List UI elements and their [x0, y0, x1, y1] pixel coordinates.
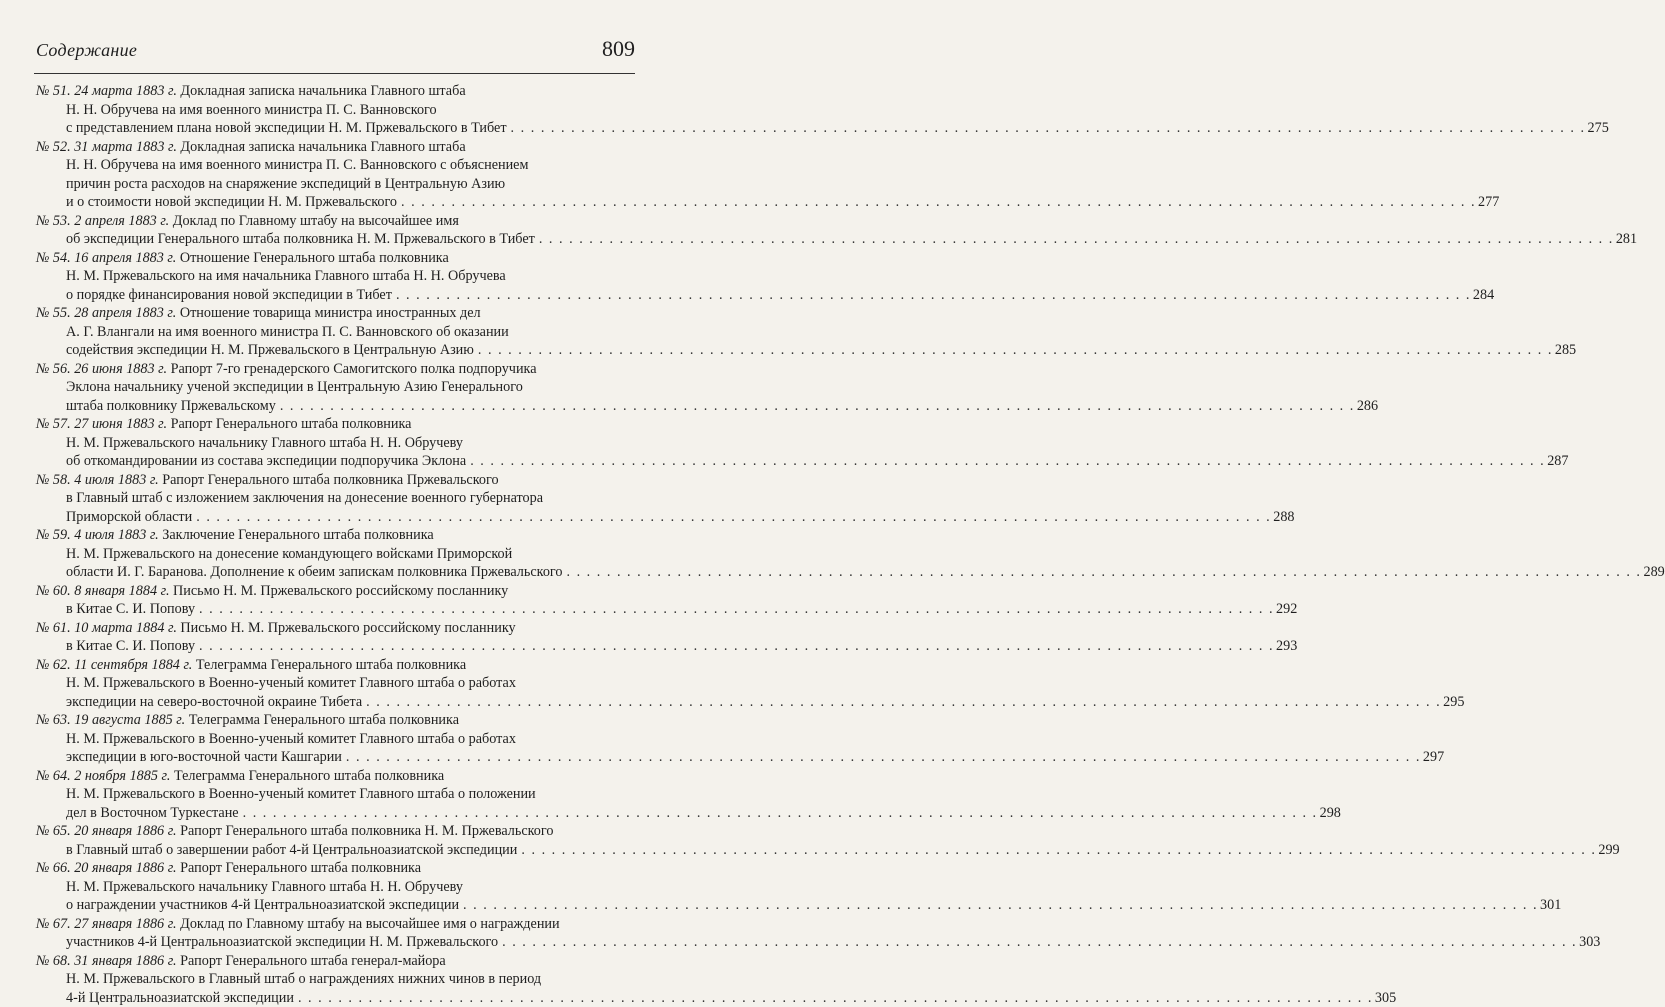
- toc-entry: [36, 304, 610, 360]
- toc-entry-text: Рапорт Генерального штаба полковника Н. М. Пржевальского: [177, 823, 554, 839]
- dot-leader: . . . . . . . . . . . . . . . . . . . . . . . . . . . . . . . . . . . . . . . . . . . . . . . . . . . . . . . . . . . . . . . . . . . . . . . . . . . . . . . . . . . . . . . . . . . . . . . . . . . . . . . . . . .: [243, 804, 1318, 823]
- toc-entry-line: [36, 693, 610, 712]
- toc-entry-text: Отношение Генерального штаба полковника: [176, 250, 448, 266]
- toc-entry-text: Н. М. Пржевальского в Военно-ученый комитет Главного штаба о положении: [66, 786, 536, 802]
- dot-leader: . . . . . . . . . . . . . . . . . . . . . . . . . . . . . . . . . . . . . . . . . . . . . . . . . . . . . . . . . . . . . . . . . . . . . . . . . . . . . . . . . . . . . . . . . . . . . . . . . . . . . . . . . . .: [463, 896, 1538, 915]
- dot-leader: . . . . . . . . . . . . . . . . . . . . . . . . . . . . . . . . . . . . . . . . . . . . . . . . . . . . . . . . . . . . . . . . . . . . . . . . . . . . . . . . . . . . . . . . . . . . . . . . . . . . . . . . . . .: [511, 119, 1586, 138]
- toc-entry-page: 281: [1616, 230, 1637, 249]
- toc-entry-line: [36, 970, 610, 989]
- toc-entry-text: Н. М. Пржевальского в Военно-ученый комитет Главного штаба о работах: [66, 675, 516, 691]
- toc-entry-text: причин роста расходов на снаряжение экспедиций в Центральную Азию: [66, 176, 505, 192]
- book-page: [0, 0, 675, 1000]
- toc-entry-text: штаба полковнику Пржевальскому: [66, 398, 276, 414]
- toc-entry: [36, 249, 610, 305]
- toc-entry-page: 289: [1643, 563, 1664, 582]
- toc-entry-number-date: № 60. 8 января 1884 г.: [36, 583, 170, 599]
- toc-entry-line: [36, 952, 610, 971]
- toc-entry: [36, 822, 610, 859]
- toc-entry-line: [36, 508, 610, 527]
- table-of-contents: [36, 82, 610, 1007]
- dot-leader: . . . . . . . . . . . . . . . . . . . . . . . . . . . . . . . . . . . . . . . . . . . . . . . . . . . . . . . . . . . . . . . . . . . . . . . . . . . . . . . . . . . . . . . . . . . . . . . . . . . . . . . . . . .: [280, 397, 1355, 416]
- toc-entry: [36, 415, 610, 471]
- toc-entry-text: А. Г. Влангали на имя военного министра П. С. Ванновского об оказании: [66, 324, 509, 340]
- toc-entry-text: с представлением плана новой экспедиции Н. М. Пржевальского в Тибет: [66, 120, 507, 136]
- toc-entry-line: [36, 101, 610, 120]
- toc-entry-page: 298: [1320, 804, 1341, 823]
- toc-entry-line: [36, 804, 610, 823]
- toc-entry-text: 4-й Центральноазиатской экспедиции: [66, 990, 294, 1006]
- dot-leader: . . . . . . . . . . . . . . . . . . . . . . . . . . . . . . . . . . . . . . . . . . . . . . . . . . . . . . . . . . . . . . . . . . . . . . . . . . . . . . . . . . . . . . . . . . . . . . . . . . . . . . . . . . .: [199, 637, 1274, 656]
- running-header: [36, 38, 635, 68]
- toc-entry-text: Рапорт Генерального штаба полковника: [177, 860, 421, 876]
- toc-entry-line: [36, 304, 610, 323]
- toc-entry-page: 299: [1598, 841, 1619, 860]
- toc-entry-line: [36, 915, 610, 934]
- toc-entry: [36, 711, 610, 767]
- toc-entry-text: об экспедиции Генерального штаба полковника Н. М. Пржевальского в Тибет: [66, 231, 535, 247]
- toc-entry-line: [36, 656, 610, 675]
- toc-entry: [36, 915, 610, 952]
- toc-entry-text: Рапорт 7-го гренадерского Самогитского полка подпоручика: [167, 361, 536, 377]
- toc-entry-text: Телеграмма Генерального штаба полковника: [192, 657, 466, 673]
- toc-entry-line: [36, 822, 610, 841]
- toc-entry-number-date: № 68. 31 января 1886 г.: [36, 953, 177, 969]
- dot-leader: . . . . . . . . . . . . . . . . . . . . . . . . . . . . . . . . . . . . . . . . . . . . . . . . . . . . . . . . . . . . . . . . . . . . . . . . . . . . . . . . . . . . . . . . . . . . . . . . . . . . . . . . . . .: [199, 600, 1274, 619]
- toc-entry-page: 287: [1547, 452, 1568, 471]
- toc-entry-line: [36, 156, 610, 175]
- toc-entry-number-date: № 54. 16 апреля 1883 г.: [36, 250, 176, 266]
- dot-leader: . . . . . . . . . . . . . . . . . . . . . . . . . . . . . . . . . . . . . . . . . . . . . . . . . . . . . . . . . . . . . . . . . . . . . . . . . . . . . . . . . . . . . . . . . . . . . . . . . . . . . . . . . . .: [502, 933, 1577, 952]
- toc-entry-text: об откомандировании из состава экспедиции подпоручика Эклона: [66, 453, 466, 469]
- toc-entry-text: Докладная записка начальника Главного штаба: [177, 83, 466, 99]
- toc-entry-number-date: № 57. 27 июня 1883 г.: [36, 416, 167, 432]
- dot-leader: . . . . . . . . . . . . . . . . . . . . . . . . . . . . . . . . . . . . . . . . . . . . . . . . . . . . . . . . . . . . . . . . . . . . . . . . . . . . . . . . . . . . . . . . . . . . . . . . . . . . . . . . . . .: [521, 841, 1596, 860]
- toc-entry-text: о порядке финансирования новой экспедиции в Тибет: [66, 287, 392, 303]
- toc-entry-line: [36, 341, 610, 360]
- toc-entry-text: Телеграмма Генерального штаба полковника: [185, 712, 459, 728]
- toc-entry-page: 286: [1357, 397, 1378, 416]
- toc-entry-line: [36, 249, 610, 268]
- dot-leader: . . . . . . . . . . . . . . . . . . . . . . . . . . . . . . . . . . . . . . . . . . . . . . . . . . . . . . . . . . . . . . . . . . . . . . . . . . . . . . . . . . . . . . . . . . . . . . . . . . . . . . . . . . .: [401, 193, 1476, 212]
- toc-entry-text: дел в Восточном Туркестане: [66, 805, 239, 821]
- toc-entry-number-date: № 52. 31 марта 1883 г.: [36, 139, 177, 155]
- toc-entry-line: [36, 637, 610, 656]
- toc-entry-line: [36, 767, 610, 786]
- toc-entry-number-date: № 66. 20 января 1886 г.: [36, 860, 177, 876]
- toc-entry-text: в Китае С. И. Попову: [66, 601, 195, 617]
- toc-entry: [36, 656, 610, 712]
- toc-entry-page: 301: [1540, 896, 1561, 915]
- header-rule: [34, 73, 635, 74]
- toc-entry-line: [36, 841, 610, 860]
- toc-entry-line: [36, 489, 610, 508]
- toc-entry-number-date: № 53. 2 апреля 1883 г.: [36, 213, 169, 229]
- toc-entry-text: Отношение товарища министра иностранных дел: [176, 305, 480, 321]
- dot-leader: . . . . . . . . . . . . . . . . . . . . . . . . . . . . . . . . . . . . . . . . . . . . . . . . . . . . . . . . . . . . . . . . . . . . . . . . . . . . . . . . . . . . . . . . . . . . . . . . . . . . . . . . . . .: [346, 748, 1421, 767]
- toc-entry-text: о награждении участников 4-й Центральноазиатской экспедиции: [66, 897, 459, 913]
- toc-entry: [36, 471, 610, 527]
- section-title: Содержание: [36, 40, 137, 61]
- toc-entry: [36, 526, 610, 582]
- toc-entry-text: Письмо Н. М. Пржевальского российскому посланнику: [177, 620, 516, 636]
- toc-entry-line: [36, 415, 610, 434]
- toc-entry-number-date: № 65. 20 января 1886 г.: [36, 823, 177, 839]
- toc-entry-number-date: № 61. 10 марта 1884 г.: [36, 620, 177, 636]
- toc-entry-text: Н. М. Пржевальского начальнику Главного штаба Н. Н. Обручеву: [66, 435, 463, 451]
- toc-entry-number-date: № 58. 4 июля 1883 г.: [36, 472, 159, 488]
- toc-entry-page: 292: [1276, 600, 1297, 619]
- toc-entry-line: [36, 785, 610, 804]
- toc-entry: [36, 212, 610, 249]
- toc-entry: [36, 82, 610, 138]
- toc-entry-text: содействия экспедиции Н. М. Пржевальского в Центральную Азию: [66, 342, 474, 358]
- dot-leader: . . . . . . . . . . . . . . . . . . . . . . . . . . . . . . . . . . . . . . . . . . . . . . . . . . . . . . . . . . . . . . . . . . . . . . . . . . . . . . . . . . . . . . . . . . . . . . . . . . . . . . . . . . .: [366, 693, 1441, 712]
- toc-entry-text: Рапорт Генерального штаба генерал-майора: [177, 953, 446, 969]
- toc-entry-text: области И. Г. Баранова. Дополнение к обеим запискам полковника Пржевальского: [66, 564, 562, 580]
- toc-entry-line: [36, 267, 610, 286]
- toc-entry-text: Н. Н. Обручева на имя военного министра П. С. Ванновского: [66, 102, 437, 118]
- toc-entry-page: 284: [1473, 286, 1494, 305]
- toc-entry-number-date: № 64. 2 ноября 1885 г.: [36, 768, 170, 784]
- toc-entry-line: [36, 582, 610, 601]
- toc-entry-number-date: № 56. 26 июня 1883 г.: [36, 361, 167, 377]
- toc-entry-line: [36, 434, 610, 453]
- toc-entry: [36, 619, 610, 656]
- toc-entry-line: [36, 933, 610, 952]
- toc-entry-text: Письмо Н. М. Пржевальского российскому посланнику: [170, 583, 509, 599]
- toc-entry-number-date: № 63. 19 августа 1885 г.: [36, 712, 185, 728]
- toc-entry-line: [36, 360, 610, 379]
- toc-entry-text: Н. М. Пржевальского в Военно-ученый комитет Главного штаба о работах: [66, 731, 516, 747]
- toc-entry-text: участников 4-й Центральноазиатской экспедиции Н. М. Пржевальского: [66, 934, 498, 950]
- toc-entry: [36, 582, 610, 619]
- toc-entry-line: [36, 600, 610, 619]
- toc-entry-text: Доклад по Главному штабу на высочайшее имя о награждении: [177, 916, 560, 932]
- toc-entry-page: 288: [1273, 508, 1294, 527]
- toc-entry: [36, 360, 610, 416]
- toc-entry-page: 303: [1579, 933, 1600, 952]
- dot-leader: . . . . . . . . . . . . . . . . . . . . . . . . . . . . . . . . . . . . . . . . . . . . . . . . . . . . . . . . . . . . . . . . . . . . . . . . . . . . . . . . . . . . . . . . . . . . . . . . . . . . . . . . . . .: [298, 989, 1373, 1007]
- toc-entry-line: [36, 674, 610, 693]
- toc-entry-text: Заключение Генерального штаба полковника: [159, 527, 434, 543]
- toc-entry-text: Телеграмма Генерального штаба полковника: [170, 768, 444, 784]
- toc-entry-line: [36, 896, 610, 915]
- toc-entry-number-date: № 51. 24 марта 1883 г.: [36, 83, 177, 99]
- dot-leader: . . . . . . . . . . . . . . . . . . . . . . . . . . . . . . . . . . . . . . . . . . . . . . . . . . . . . . . . . . . . . . . . . . . . . . . . . . . . . . . . . . . . . . . . . . . . . . . . . . . . . . . . . . .: [539, 230, 1614, 249]
- toc-entry-line: [36, 471, 610, 490]
- toc-entry-line: [36, 563, 610, 582]
- toc-entry-line: [36, 286, 610, 305]
- toc-entry: [36, 138, 610, 212]
- toc-entry-line: [36, 175, 610, 194]
- toc-entry-text: Рапорт Генерального штаба полковника: [167, 416, 411, 432]
- toc-entry-line: [36, 378, 610, 397]
- toc-entry-page: 275: [1588, 119, 1609, 138]
- dot-leader: . . . . . . . . . . . . . . . . . . . . . . . . . . . . . . . . . . . . . . . . . . . . . . . . . . . . . . . . . . . . . . . . . . . . . . . . . . . . . . . . . . . . . . . . . . . . . . . . . . . . . . . . . . .: [566, 563, 1641, 582]
- toc-entry-page: 297: [1423, 748, 1444, 767]
- toc-entry-line: [36, 859, 610, 878]
- toc-entry-text: экспедиции на северо-восточной окраине Тибета: [66, 694, 362, 710]
- toc-entry-line: [36, 545, 610, 564]
- toc-entry-line: [36, 397, 610, 416]
- toc-entry-page: 285: [1555, 341, 1576, 360]
- toc-entry-number-date: № 55. 28 апреля 1883 г.: [36, 305, 176, 321]
- toc-entry-text: Докладная записка начальника Главного штаба: [177, 139, 466, 155]
- toc-entry-line: [36, 230, 610, 249]
- toc-entry-text: в Китае С. И. Попову: [66, 638, 195, 654]
- page-number: 809: [602, 36, 635, 62]
- toc-entry-text: Н. М. Пржевальского на донесение командующего войсками Приморской: [66, 546, 512, 562]
- toc-entry-text: Н. М. Пржевальского на имя начальника Главного штаба Н. Н. Обручева: [66, 268, 506, 284]
- toc-entry-line: [36, 138, 610, 157]
- toc-entry: [36, 859, 610, 915]
- toc-entry-number-date: № 59. 4 июля 1883 г.: [36, 527, 159, 543]
- toc-entry-line: [36, 711, 610, 730]
- dot-leader: . . . . . . . . . . . . . . . . . . . . . . . . . . . . . . . . . . . . . . . . . . . . . . . . . . . . . . . . . . . . . . . . . . . . . . . . . . . . . . . . . . . . . . . . . . . . . . . . . . . . . . . . . . .: [478, 341, 1553, 360]
- toc-entry-text: в Главный штаб с изложением заключения на донесение военного губернатора: [66, 490, 543, 506]
- dot-leader: . . . . . . . . . . . . . . . . . . . . . . . . . . . . . . . . . . . . . . . . . . . . . . . . . . . . . . . . . . . . . . . . . . . . . . . . . . . . . . . . . . . . . . . . . . . . . . . . . . . . . . . . . . .: [196, 508, 1271, 527]
- toc-entry-line: [36, 748, 610, 767]
- toc-entry-page: 277: [1478, 193, 1499, 212]
- toc-entry-text: Доклад по Главному штабу на высочайшее имя: [169, 213, 459, 229]
- toc-entry-line: [36, 526, 610, 545]
- toc-entry-line: [36, 730, 610, 749]
- toc-entry-text: Н. М. Пржевальского начальнику Главного штаба Н. Н. Обручеву: [66, 879, 463, 895]
- toc-entry: [36, 767, 610, 823]
- toc-entry-text: Рапорт Генерального штаба полковника Пржевальского: [159, 472, 499, 488]
- toc-entry-line: [36, 878, 610, 897]
- dot-leader: . . . . . . . . . . . . . . . . . . . . . . . . . . . . . . . . . . . . . . . . . . . . . . . . . . . . . . . . . . . . . . . . . . . . . . . . . . . . . . . . . . . . . . . . . . . . . . . . . . . . . . . . . . .: [396, 286, 1471, 305]
- toc-entry-text: Н. М. Пржевальского в Главный штаб о награждениях нижних чинов в период: [66, 971, 541, 987]
- toc-entry-line: [36, 193, 610, 212]
- toc-entry-line: [36, 82, 610, 101]
- toc-entry-line: [36, 323, 610, 342]
- toc-entry-page: 305: [1375, 989, 1396, 1007]
- toc-entry-page: 293: [1276, 637, 1297, 656]
- toc-entry: [36, 952, 610, 1007]
- toc-entry-text: экспедиции в юго-восточной части Кашгарии: [66, 749, 342, 765]
- toc-entry-number-date: № 62. 11 сентября 1884 г.: [36, 657, 192, 673]
- toc-entry-text: Эклона начальнику ученой экспедиции в Центральную Азию Генерального: [66, 379, 523, 395]
- dot-leader: . . . . . . . . . . . . . . . . . . . . . . . . . . . . . . . . . . . . . . . . . . . . . . . . . . . . . . . . . . . . . . . . . . . . . . . . . . . . . . . . . . . . . . . . . . . . . . . . . . . . . . . . . . .: [470, 452, 1545, 471]
- toc-entry-text: и о стоимости новой экспедиции Н. М. Пржевальского: [66, 194, 397, 210]
- toc-entry-number-date: № 67. 27 января 1886 г.: [36, 916, 177, 932]
- toc-entry-text: Н. Н. Обручева на имя военного министра П. С. Ванновского с объяснением: [66, 157, 528, 173]
- toc-entry-text: в Главный штаб о завершении работ 4-й Центральноазиатской экспедиции: [66, 842, 517, 858]
- toc-entry-line: [36, 989, 610, 1007]
- toc-entry-line: [36, 212, 610, 231]
- toc-entry-page: 295: [1443, 693, 1464, 712]
- toc-entry-line: [36, 119, 610, 138]
- toc-entry-line: [36, 452, 610, 471]
- toc-entry-text: Приморской области: [66, 509, 192, 525]
- toc-entry-line: [36, 619, 610, 638]
